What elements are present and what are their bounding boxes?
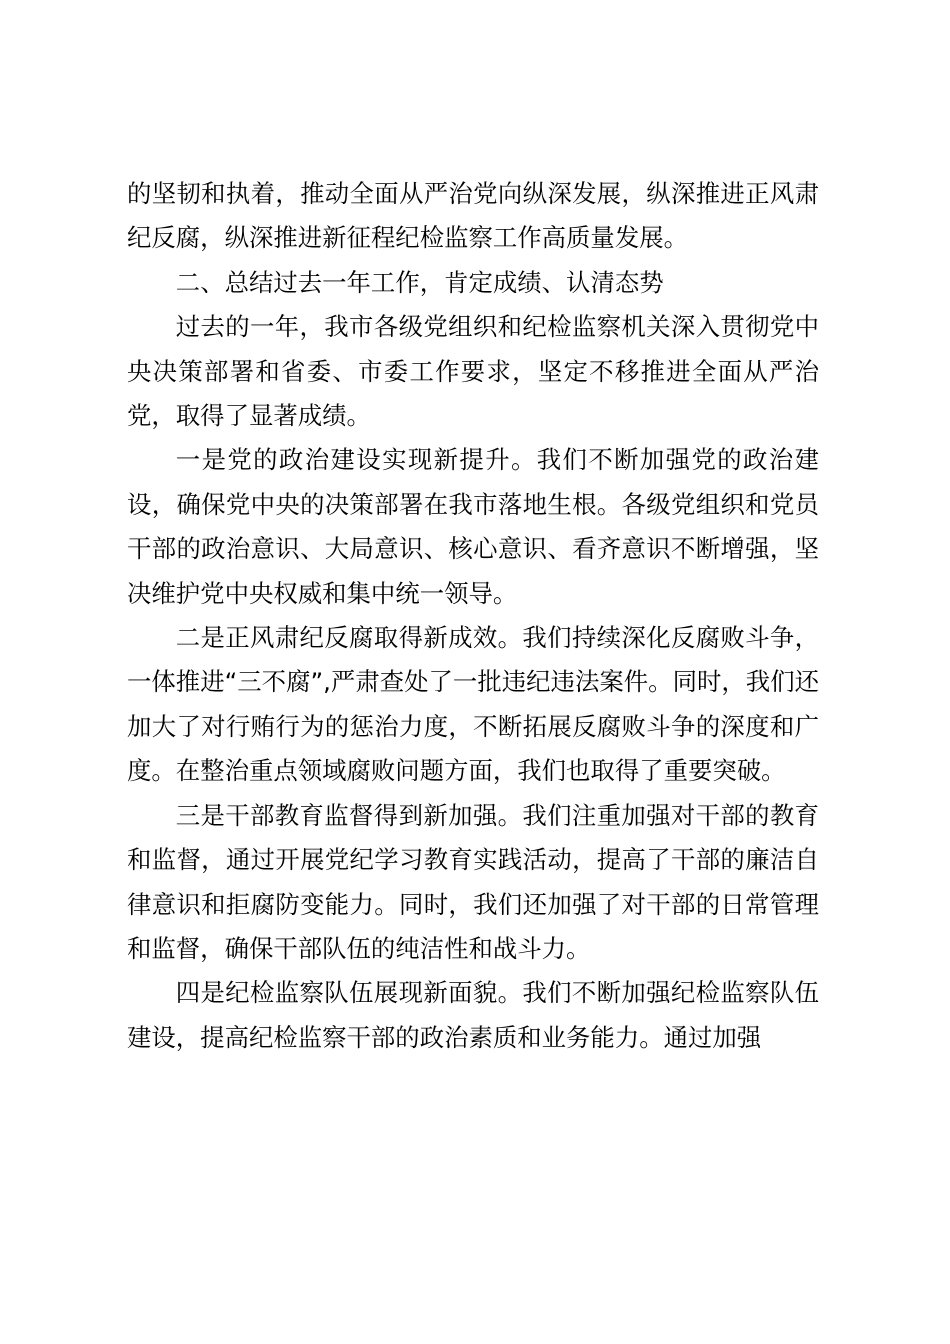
paragraph-point-two: 二是正风肃纪反腐取得新成效。我们持续深化反腐败斗争，一体推进“三不腐”,严肃查处了一批违纪违法案件。同时，我们还加大了对行贿行为的惩治力度，不断拓展反腐败斗争的深度和广度。在整治重点领域腐败问题方面，我们也取得了重要突破。 — [127, 623, 819, 786]
paragraph-continuation: 的坚韧和执着，推动全面从严治党向纵深发展，纵深推进正风肃纪反腐，纵深推进新征程纪检监察工作高质量发展。 — [127, 179, 819, 253]
paragraph-point-three: 三是干部教育监督得到新加强。我们注重加强对干部的教育和监督，通过开展党纪学习教育实践活动，提高了干部的廉洁自律意识和拒腐防变能力。同时，我们还加强了对干部的日常管理和监督，确保干部队伍的纯洁性和战斗力。 — [127, 800, 819, 963]
paragraph-point-one: 一是党的政治建设实现新提升。我们不断加强党的政治建设，确保党中央的决策部署在我市落地生根。各级党组织和党员干部的政治意识、大局意识、核心意识、看齐意识不断增强，坚决维护党中央权威和集中统一领导。 — [127, 445, 819, 608]
section-heading: 二、总结过去一年工作，肯定成绩、认清态势 — [175, 267, 664, 297]
paragraph-summary: 过去的一年，我市各级党组织和纪检监察机关深入贯彻党中央决策部署和省委、市委工作要求，坚定不移推进全面从严治党，取得了显著成绩。 — [127, 312, 819, 431]
paragraph-point-four: 四是纪检监察队伍展现新面貌。我们不断加强纪检监察队伍建设，提高纪检监察干部的政治素质和业务能力。通过加强 — [127, 978, 819, 1052]
document-body — [127, 172, 819, 1060]
